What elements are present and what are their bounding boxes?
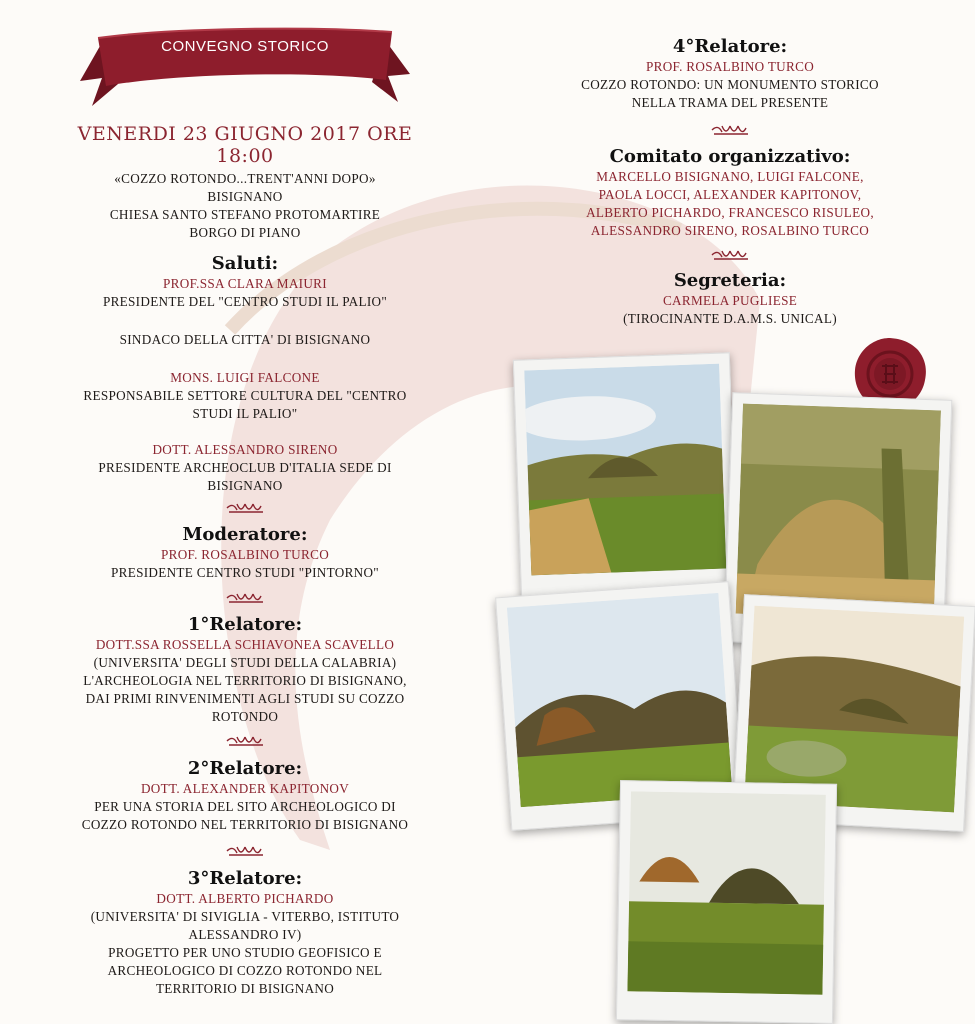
ribbon-banner-icon: [80, 26, 410, 108]
saluti-role-1: PRESIDENTE DEL "CENTRO STUDI IL PALIO": [102, 294, 388, 309]
relatore3-line: ALESSANDRO IV): [188, 927, 302, 942]
flourish-ornament-icon: [225, 500, 265, 516]
saluti-name-1: PROF.SSA CLARA MAIURI: [163, 276, 327, 291]
photo-landscape-1: [513, 352, 738, 601]
relatore1-line: DAI PRIMI RINVENIMENTI AGLI STUDI SU COZZO: [85, 691, 405, 706]
relatore1-line: (UNIVERSITA' DEGLI STUDI DELLA CALABRIA): [93, 655, 397, 670]
relatore2-name: DOTT. ALEXANDER KAPITONOV: [140, 781, 350, 796]
comitato-line: PAOLA LOCCI, ALEXANDER KAPITONOV,: [598, 187, 862, 202]
relatore3-name: DOTT. ALBERTO PICHARDO: [156, 891, 334, 906]
relatore1-block: [40, 614, 450, 726]
saluti-role-3a: RESPONSABILE SETTORE CULTURA DEL "CENTRO: [83, 388, 407, 403]
conference-district: BORGO DI PIANO: [189, 225, 301, 240]
flourish-ornament-icon: [710, 122, 750, 138]
comitato-line: ALBERTO PICHARDO, FRANCESCO RISULEO,: [586, 205, 874, 220]
comitato-block: [545, 146, 915, 240]
relatore3-line: ARCHEOLOGICO DI COZZO ROTONDO NEL: [107, 963, 383, 978]
segreteria-block: [545, 270, 915, 328]
relatore2-line: COZZO ROTONDO NEL TERRITORIO DI BISIGNANO: [81, 817, 409, 832]
relatore3-line: PROGETTO PER UNO STUDIO GEOFISICO E: [108, 945, 382, 960]
saluti-heading: Saluti:: [211, 253, 279, 274]
relatore4-block: [545, 36, 915, 112]
segreteria-name: CARMELA PUGLIESE: [662, 293, 798, 308]
flourish-ornament-icon: [225, 590, 265, 606]
saluti-role-3b: STUDI IL PALIO": [192, 406, 298, 421]
conference-place: BISIGNANO: [207, 189, 283, 204]
relatore1-name: DOTT.SSA ROSSELLA SCHIAVONEA SCAVELLO: [95, 637, 395, 652]
moderatore-heading: Moderatore:: [182, 524, 308, 545]
relatore1-heading: 1°Relatore:: [187, 614, 303, 635]
relatore1-line: ROTONDO: [211, 709, 279, 724]
comitato-line: ALESSANDRO SIRENO, ROSALBINO TURCO: [590, 223, 870, 238]
intro-block: [40, 170, 450, 242]
event-date: VENERDI 23 GIUGNO 2017 ORE 18:00: [77, 123, 413, 167]
saluti-block: [40, 253, 450, 495]
saluti-name-3: MONS. LUIGI FALCONE: [170, 370, 320, 385]
conference-church: CHIESA SANTO STEFANO PROTOMARTIRE: [109, 207, 381, 222]
relatore4-line: COZZO ROTONDO: UN MONUMENTO STORICO: [581, 77, 879, 92]
comitato-line: MARCELLO BISIGNANO, LUIGI FALCONE,: [596, 169, 864, 184]
relatore2-heading: 2°Relatore:: [187, 758, 303, 779]
relatore3-line: TERRITORIO DI BISIGNANO: [155, 981, 335, 996]
flourish-ornament-icon: [225, 843, 265, 859]
conference-title: «COZZO ROTONDO...TRENT'ANNI DOPO»: [114, 171, 376, 186]
relatore2-line: PER UNA STORIA DEL SITO ARCHEOLOGICO DI: [94, 799, 396, 814]
relatore4-line: NELLA TRAMA DEL PRESENTE: [631, 95, 829, 110]
moderatore-name: PROF. ROSALBINO TURCO: [160, 547, 330, 562]
banner-title: CONVEGNO STORICO: [161, 38, 329, 55]
saluti-role-4a: PRESIDENTE ARCHEOCLUB D'ITALIA SEDE DI: [98, 460, 392, 475]
saluti-role-2: SINDACO DELLA CITTA' DI BISIGNANO: [119, 332, 371, 347]
relatore1-line: L'ARCHEOLOGIA NEL TERRITORIO DI BISIGNANO,: [83, 673, 407, 688]
saluti-role-4b: BISIGNANO: [207, 478, 283, 493]
saluti-name-4: DOTT. ALESSANDRO SIRENO: [152, 442, 338, 457]
flourish-ornament-icon: [710, 247, 750, 263]
photo-landscape-5: [616, 780, 837, 1024]
flourish-ornament-icon: [225, 733, 265, 749]
segreteria-heading: Segreteria:: [673, 270, 787, 291]
relatore4-name: PROF. ROSALBINO TURCO: [645, 59, 815, 74]
relatore2-block: [40, 758, 450, 834]
moderatore-block: [40, 524, 450, 582]
relatore3-block: [40, 868, 450, 998]
moderatore-role: PRESIDENTE CENTRO STUDI "PINTORNO": [111, 565, 379, 580]
segreteria-role: (TIROCINANTE D.A.M.S. UNICAL): [623, 311, 837, 326]
relatore3-heading: 3°Relatore:: [187, 868, 303, 889]
comitato-heading: Comitato organizzativo:: [609, 146, 851, 167]
relatore3-line: (UNIVERSITA' DI SIVIGLIA - VITERBO, ISTITUTO: [90, 909, 400, 924]
relatore4-heading: 4°Relatore:: [672, 36, 788, 57]
